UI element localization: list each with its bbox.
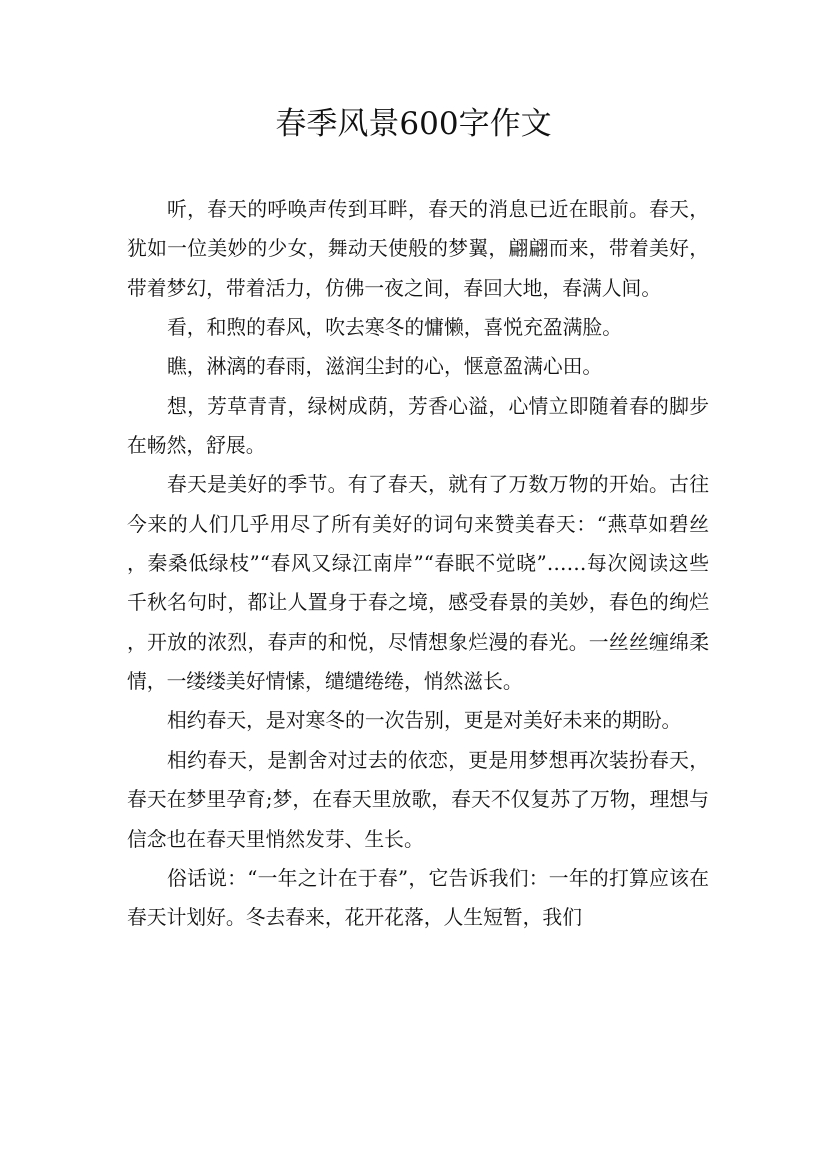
paragraph: 瞧，淋漓的春雨，滋润尘封的心，惬意盈满心田。 (167, 355, 603, 379)
paragraph: 想，芳草青青，绿树成荫，芳香心溢，心情立即随着春的脚步在畅然，舒展。 (127, 394, 709, 458)
paragraph: 春天是美好的季节。有了春天，就有了万数万物的开始。古往今来的人们几乎用尽了所有美好的词句来赞美春天：“燕草如碧丝，秦桑低绿枝”“春风又绿江南岸”“春眠不觉晓”……每次阅读这些千秋名句时，都让人置身于春之境，感受春景的美妙，春色的绚烂，开放的浓烈，春声的和悦，尽情想象烂漫的春光。一丝丝缠绵柔情，一缕缕美好情愫，缱缱绻绻，悄然滋长。 (127, 473, 709, 694)
document-body (127, 190, 709, 938)
paragraph: 相约春天，是对寒冬的一次告别，更是对美好未来的期盼。 (167, 709, 682, 733)
paragraph: 俗话说：“一年之计在于春”，它告诉我们：一年的打算应该在春天计划好。冬去春来，花开花落，人生短暂，我们 (127, 866, 709, 930)
paragraph: 看，和煦的春风，吹去寒冬的慵懒，喜悦充盈满脸。 (167, 316, 622, 340)
paragraph: 相约春天，是割舍对过去的依恋，更是用梦想再次装扮春天，春天在梦里孕育;梦，在春天里放歌，春天不仅复苏了万物，理想与信念也在春天里悄然发芽、生长。 (127, 748, 709, 851)
document-title: 春季风景600字作文 (275, 106, 552, 142)
paragraph: 听，春天的呼唤声传到耳畔，春天的消息已近在眼前。春天，犹如一位美妙的少女，舞动天使般的梦翼，翩翩而来，带着美好，带着梦幻，带着活力，仿佛一夜之间，春回大地，春满人间。 (127, 198, 709, 300)
